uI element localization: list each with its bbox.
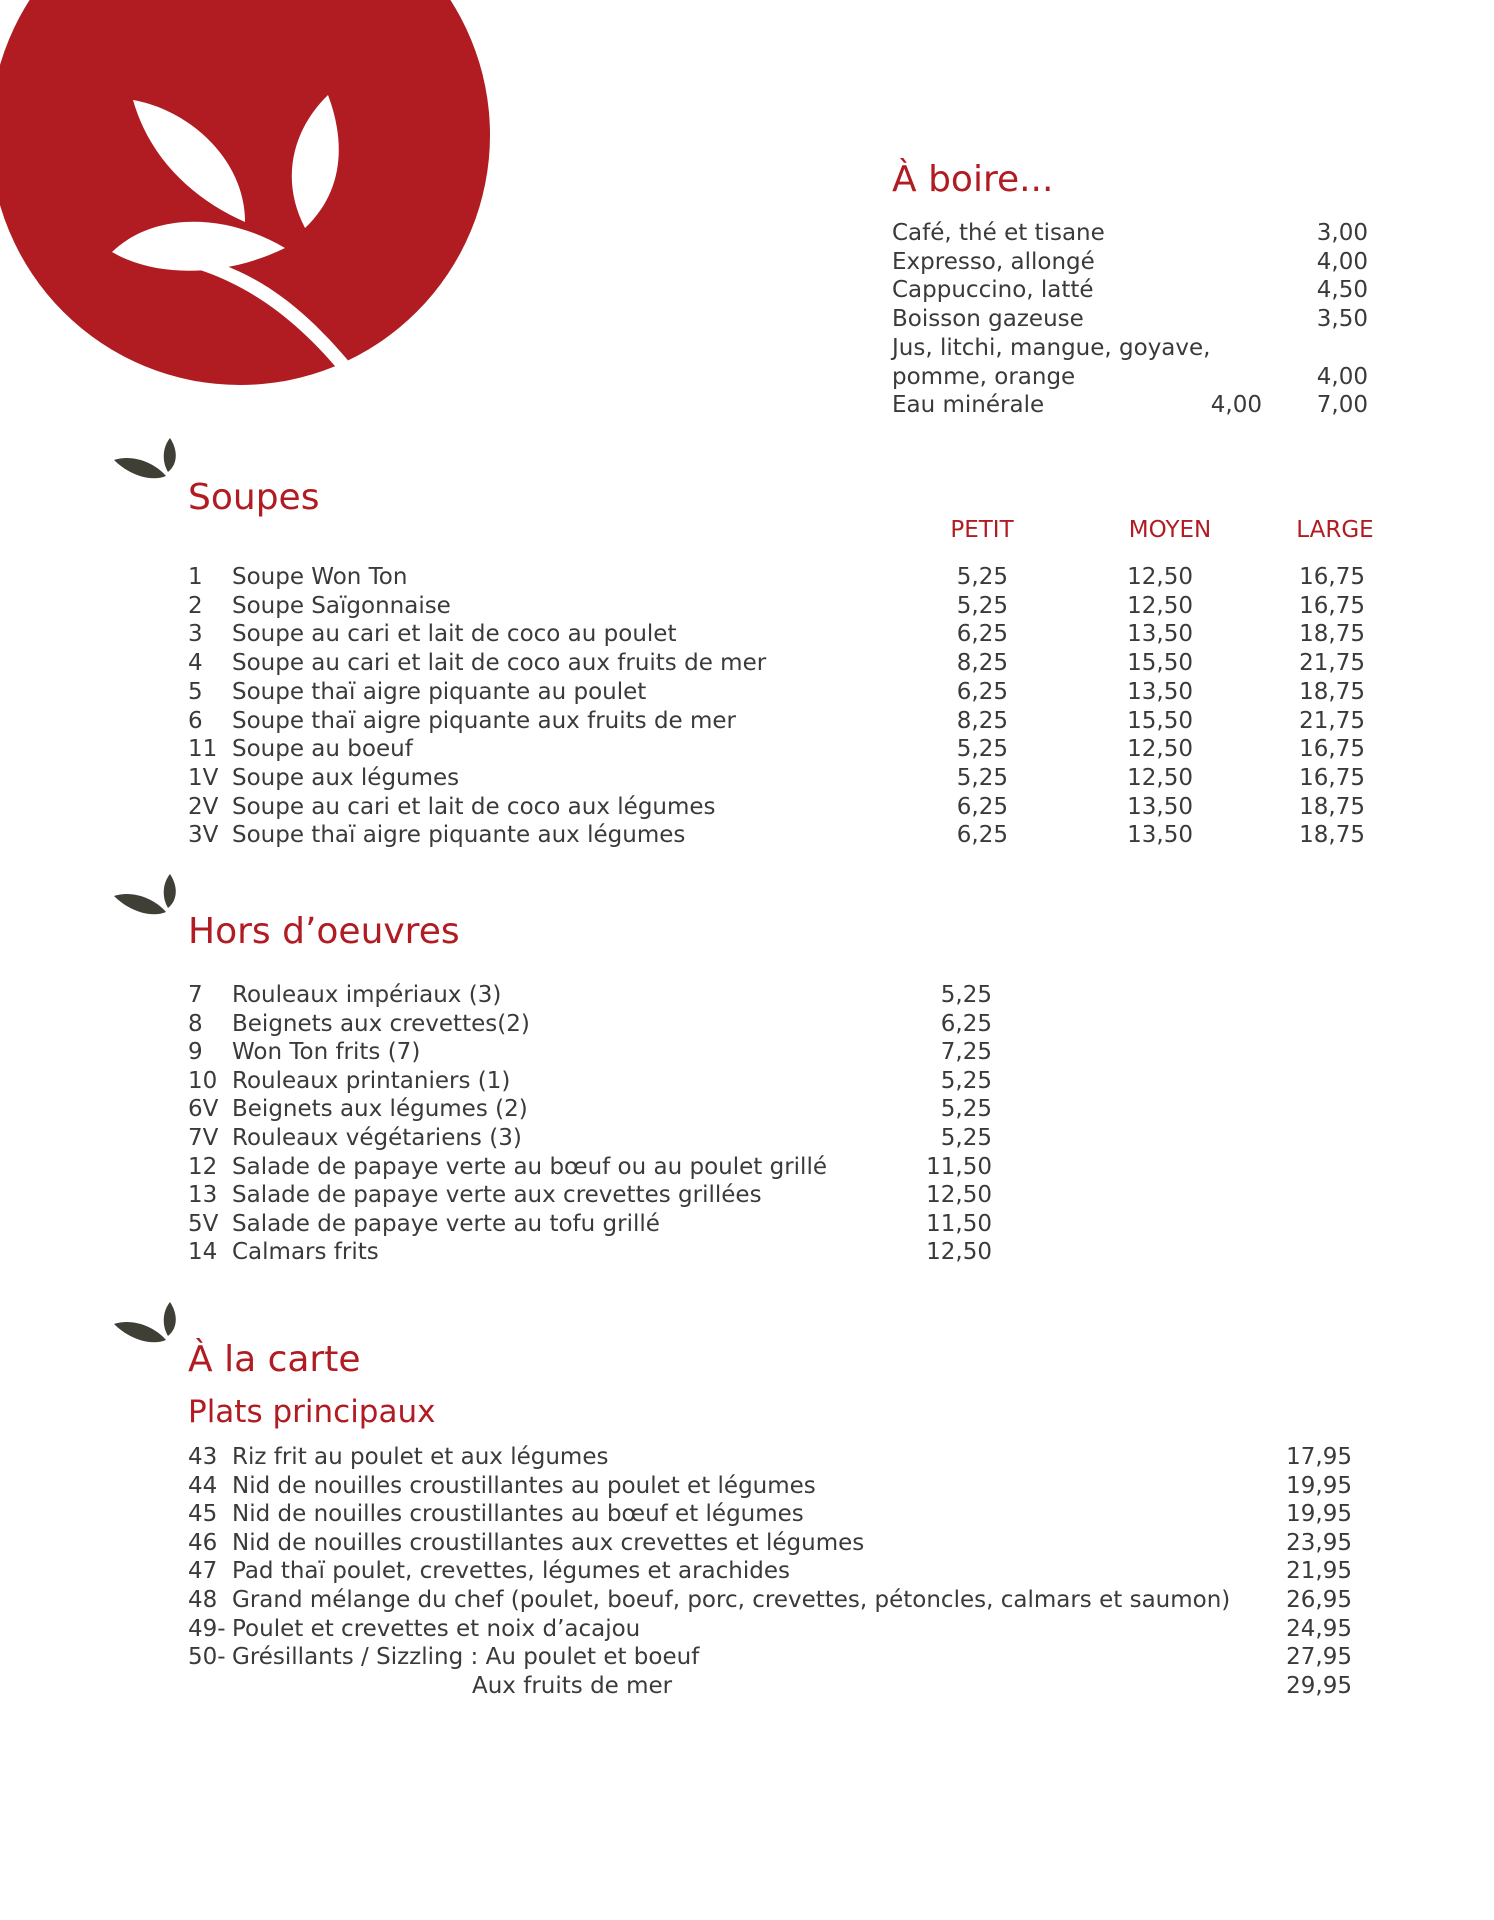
item-number: 50- <box>188 1644 226 1671</box>
item-price: 5,25 <box>940 1067 992 1094</box>
item-name: Beignets aux légumes (2) <box>232 1096 528 1123</box>
item-price-petit: 5,25 <box>956 564 1008 590</box>
item-number: 11 <box>188 736 218 763</box>
logo-leaf-emblem <box>0 0 500 420</box>
item-number: 47 <box>188 1558 218 1585</box>
item-price-petit: 6,25 <box>956 793 1008 820</box>
leaf-icon <box>112 1300 182 1360</box>
item-number: 2 <box>188 592 203 619</box>
item-price: 11,50 <box>926 1153 992 1180</box>
item-price: 21,95 <box>1286 1558 1352 1585</box>
item-name: Nid de nouilles croustillantes au poulet et légumes <box>232 1472 816 1499</box>
item-number: 43 <box>188 1444 218 1470</box>
item-price-large: 16,75 <box>1299 564 1365 590</box>
item-number: 7V <box>188 1125 219 1151</box>
item-number: 1V <box>188 764 219 791</box>
item-price: 29,95 <box>1286 1672 1352 1699</box>
item-price: 24,95 <box>1286 1615 1352 1642</box>
item-price-small: 4,00 <box>1210 392 1262 419</box>
item-price: 4,00 <box>1316 363 1368 390</box>
item-price-moyen: 12,50 <box>1127 564 1193 590</box>
item-name: Soupe aux légumes <box>232 764 460 791</box>
item-name: Beignets aux crevettes(2) <box>232 1010 530 1037</box>
item-name: Eau minérale <box>892 392 1045 419</box>
item-price: 5,25 <box>940 1096 992 1123</box>
item-price: 27,95 <box>1286 1644 1352 1671</box>
item-price: 6,25 <box>940 1010 992 1037</box>
item-price-petit: 8,25 <box>956 707 1008 734</box>
item-price-petit: 6,25 <box>956 822 1008 849</box>
item-name: Won Ton frits (7) <box>232 1039 421 1066</box>
item-price-petit: 5,25 <box>956 736 1008 763</box>
item-price-petit: 5,25 <box>956 764 1008 791</box>
item-name: pomme, orange <box>892 363 1076 390</box>
item-name: Soupe Saïgonnaise <box>232 592 451 619</box>
item-price: 17,95 <box>1286 1444 1352 1470</box>
item-name: Cappuccino, latté <box>892 277 1094 304</box>
col-head-moyen: MOYEN <box>1128 517 1212 543</box>
item-price-moyen: 15,50 <box>1127 707 1193 734</box>
item-price-large: 16,75 <box>1299 736 1365 763</box>
item-price-moyen: 13,50 <box>1127 822 1193 849</box>
item-number: 49- <box>188 1615 226 1642</box>
item-price-petit: 6,25 <box>956 621 1008 648</box>
item-price: 3,00 <box>1316 220 1368 246</box>
item-name: Nid de nouilles croustillantes aux crevettes et légumes <box>232 1529 865 1556</box>
item-name: Soupe au cari et lait de coco aux légumes <box>232 793 716 820</box>
item-price-large: 16,75 <box>1299 592 1365 619</box>
item-number: 10 <box>188 1067 218 1094</box>
item-name: Aux fruits de mer <box>472 1672 673 1699</box>
item-name: Café, thé et tisane <box>892 220 1105 246</box>
item-price-moyen: 12,50 <box>1127 592 1193 619</box>
item-number: 6 <box>188 707 203 734</box>
item-price-large: 18,75 <box>1299 822 1365 849</box>
item-price-moyen: 12,50 <box>1127 736 1193 763</box>
item-price-moyen: 15,50 <box>1127 650 1193 677</box>
item-price-petit: 6,25 <box>956 678 1008 705</box>
item-name: Rouleaux printaniers (1) <box>232 1067 511 1094</box>
col-head-large: LARGE <box>1296 517 1374 543</box>
leaf-icon <box>112 872 182 932</box>
item-name: Soupe au boeuf <box>232 736 413 763</box>
item-name: Salade de papaye verte au tofu grillé <box>232 1210 660 1237</box>
item-price-large: 21,75 <box>1299 650 1365 677</box>
item-name: Nid de nouilles croustillantes au bœuf et légumes <box>232 1501 804 1528</box>
item-price: 5,25 <box>940 1125 992 1151</box>
soupes-title: Soupes <box>188 477 320 518</box>
item-price: 3,50 <box>1316 306 1368 333</box>
item-price: 12,50 <box>926 1182 992 1209</box>
item-price: 11,50 <box>926 1210 992 1237</box>
plats-principaux-subtitle: Plats principaux <box>188 1394 436 1430</box>
item-name: Salade de papaye verte au bœuf ou au poulet grillé <box>232 1153 827 1180</box>
item-number: 44 <box>188 1472 218 1499</box>
item-name: Poulet et crevettes et noix d’acajou <box>232 1615 641 1642</box>
hors-oeuvres-title: Hors d’oeuvres <box>188 911 460 952</box>
item-price-large: 18,75 <box>1299 793 1365 820</box>
item-price: 5,25 <box>940 982 992 1008</box>
item-price-moyen: 12,50 <box>1127 764 1193 791</box>
item-name: Grand mélange du chef (poulet, boeuf, porc, crevettes, pétoncles, calmars et saumon) <box>232 1587 1231 1613</box>
item-name: Soupe Won Ton <box>232 564 408 590</box>
item-name: Grésillants / Sizzling : Au poulet et boeuf <box>232 1644 700 1671</box>
item-price-moyen: 13,50 <box>1127 793 1193 820</box>
item-number: 8 <box>188 1010 203 1037</box>
item-price: 4,00 <box>1316 248 1368 275</box>
item-price: 19,95 <box>1286 1472 1352 1499</box>
item-price: 12,50 <box>926 1239 992 1266</box>
item-price: 7,25 <box>940 1039 992 1066</box>
item-number: 5 <box>188 678 203 705</box>
item-name: Expresso, allongé <box>892 248 1095 275</box>
a-la-carte-title: À la carte <box>188 1339 361 1380</box>
item-price-moyen: 13,50 <box>1127 678 1193 705</box>
item-number: 46 <box>188 1529 218 1556</box>
item-price-large: 18,75 <box>1299 621 1365 648</box>
boissons-title: À boire... <box>892 159 1054 200</box>
item-number: 12 <box>188 1153 218 1180</box>
item-price-large: 16,75 <box>1299 764 1365 791</box>
item-price-large: 21,75 <box>1299 707 1365 734</box>
item-number: 48 <box>188 1587 218 1613</box>
item-name: Soupe thaï aigre piquante aux légumes <box>232 822 686 849</box>
item-number: 3 <box>188 621 203 648</box>
item-number: 45 <box>188 1501 218 1528</box>
item-name: Rouleaux impériaux (3) <box>232 982 502 1008</box>
item-name: Riz frit au poulet et aux légumes <box>232 1444 609 1470</box>
item-name: Rouleaux végétariens (3) <box>232 1125 522 1151</box>
item-name: Soupe thaï aigre piquante au poulet <box>232 678 647 705</box>
item-price: 26,95 <box>1286 1587 1352 1613</box>
item-name: Boisson gazeuse <box>892 306 1084 333</box>
item-name: Pad thaï poulet, crevettes, légumes et arachides <box>232 1558 790 1585</box>
item-name: Jus, litchi, mangue, goyave, <box>892 334 1211 361</box>
item-price-moyen: 13,50 <box>1127 621 1193 648</box>
item-name: Salade de papaye verte aux crevettes grillées <box>232 1182 762 1209</box>
leaf-icon <box>112 436 182 496</box>
item-price: 7,00 <box>1316 392 1368 419</box>
item-number: 13 <box>188 1182 218 1209</box>
item-number: 9 <box>188 1039 203 1066</box>
item-name: Calmars frits <box>232 1239 379 1266</box>
col-head-petit: PETIT <box>950 517 1014 543</box>
item-price-petit: 5,25 <box>956 592 1008 619</box>
item-name: Soupe au cari et lait de coco aux fruits de mer <box>232 650 767 677</box>
item-price: 4,50 <box>1316 277 1368 304</box>
item-price: 19,95 <box>1286 1501 1352 1528</box>
item-name: Soupe au cari et lait de coco au poulet <box>232 621 677 648</box>
item-number: 1 <box>188 564 203 590</box>
item-number: 6V <box>188 1096 219 1123</box>
item-price-large: 18,75 <box>1299 678 1365 705</box>
item-number: 4 <box>188 650 203 677</box>
item-price-petit: 8,25 <box>956 650 1008 677</box>
item-number: 3V <box>188 822 219 849</box>
item-number: 2V <box>188 793 219 820</box>
item-number: 14 <box>188 1239 218 1266</box>
item-price: 23,95 <box>1286 1529 1352 1556</box>
item-number: 5V <box>188 1210 219 1237</box>
item-name: Soupe thaï aigre piquante aux fruits de mer <box>232 707 737 734</box>
item-number: 7 <box>188 982 203 1008</box>
